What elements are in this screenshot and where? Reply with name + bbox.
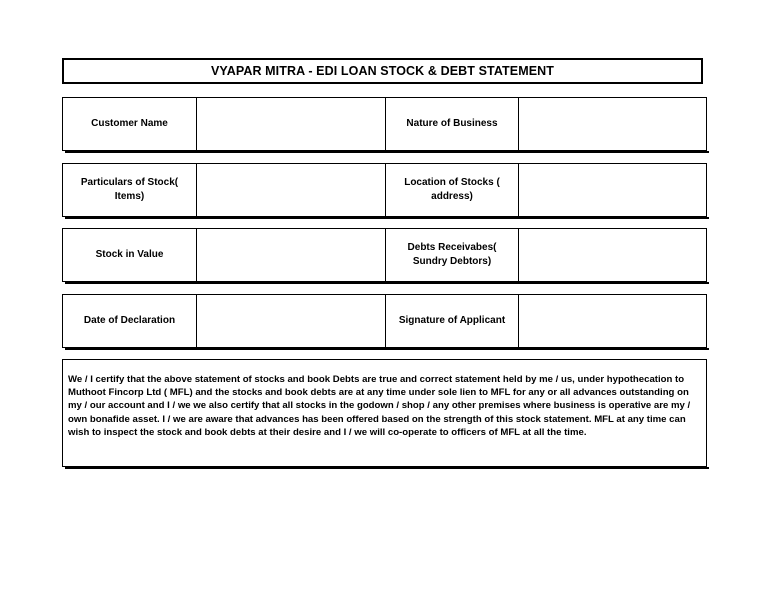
form-row-stock — [62, 163, 707, 217]
certification-box — [62, 359, 707, 467]
date-of-declaration-label: Date of Declaration — [63, 295, 197, 347]
customer-name-label: Customer Name — [63, 98, 197, 150]
debts-receivables-field[interactable] — [519, 229, 706, 281]
date-of-declaration-field[interactable] — [197, 295, 386, 347]
particulars-of-stock-label: Particulars of Stock( Items) — [63, 164, 197, 216]
particulars-of-stock-field[interactable] — [197, 164, 386, 216]
form-row-customer — [62, 97, 707, 151]
form-row-declaration — [62, 294, 707, 348]
signature-of-applicant-field[interactable] — [519, 295, 706, 347]
customer-name-field[interactable] — [197, 98, 386, 150]
debts-receivables-label: Debts Receivabes( Sundry Debtors) — [386, 229, 519, 281]
signature-of-applicant-label: Signature of Applicant — [386, 295, 519, 347]
certification-text: We / I certify that the above statement of stocks and book Debts are true and correct statement held by me / us, under hypothecation to Muthoot Fincorp Ltd ( MFL) and the stocks and book debts are at any time under sole lien to MFL for any or all advances outstanding on my / our account and I / we we also certify that all stocks in the godown / shop / any other premises where business is operative are my / own bonafide asset. I / we are aware that advances has been offered based on the strength of this stock statement. MFL at any time can wish to inspect the stock and book debts at their desire and I / we will co-operate to officers of MFL at all the time. — [68, 374, 691, 438]
stock-in-value-label: Stock in Value — [63, 229, 197, 281]
form-row-value — [62, 228, 707, 282]
nature-of-business-label: Nature of Business — [386, 98, 519, 150]
stock-in-value-field[interactable] — [197, 229, 386, 281]
nature-of-business-field[interactable] — [519, 98, 706, 150]
location-of-stocks-label: Location of Stocks ( address) — [386, 164, 519, 216]
statement-title: VYAPAR MITRA - EDI LOAN STOCK & DEBT STATEMENT — [62, 58, 703, 84]
location-of-stocks-field[interactable] — [519, 164, 706, 216]
